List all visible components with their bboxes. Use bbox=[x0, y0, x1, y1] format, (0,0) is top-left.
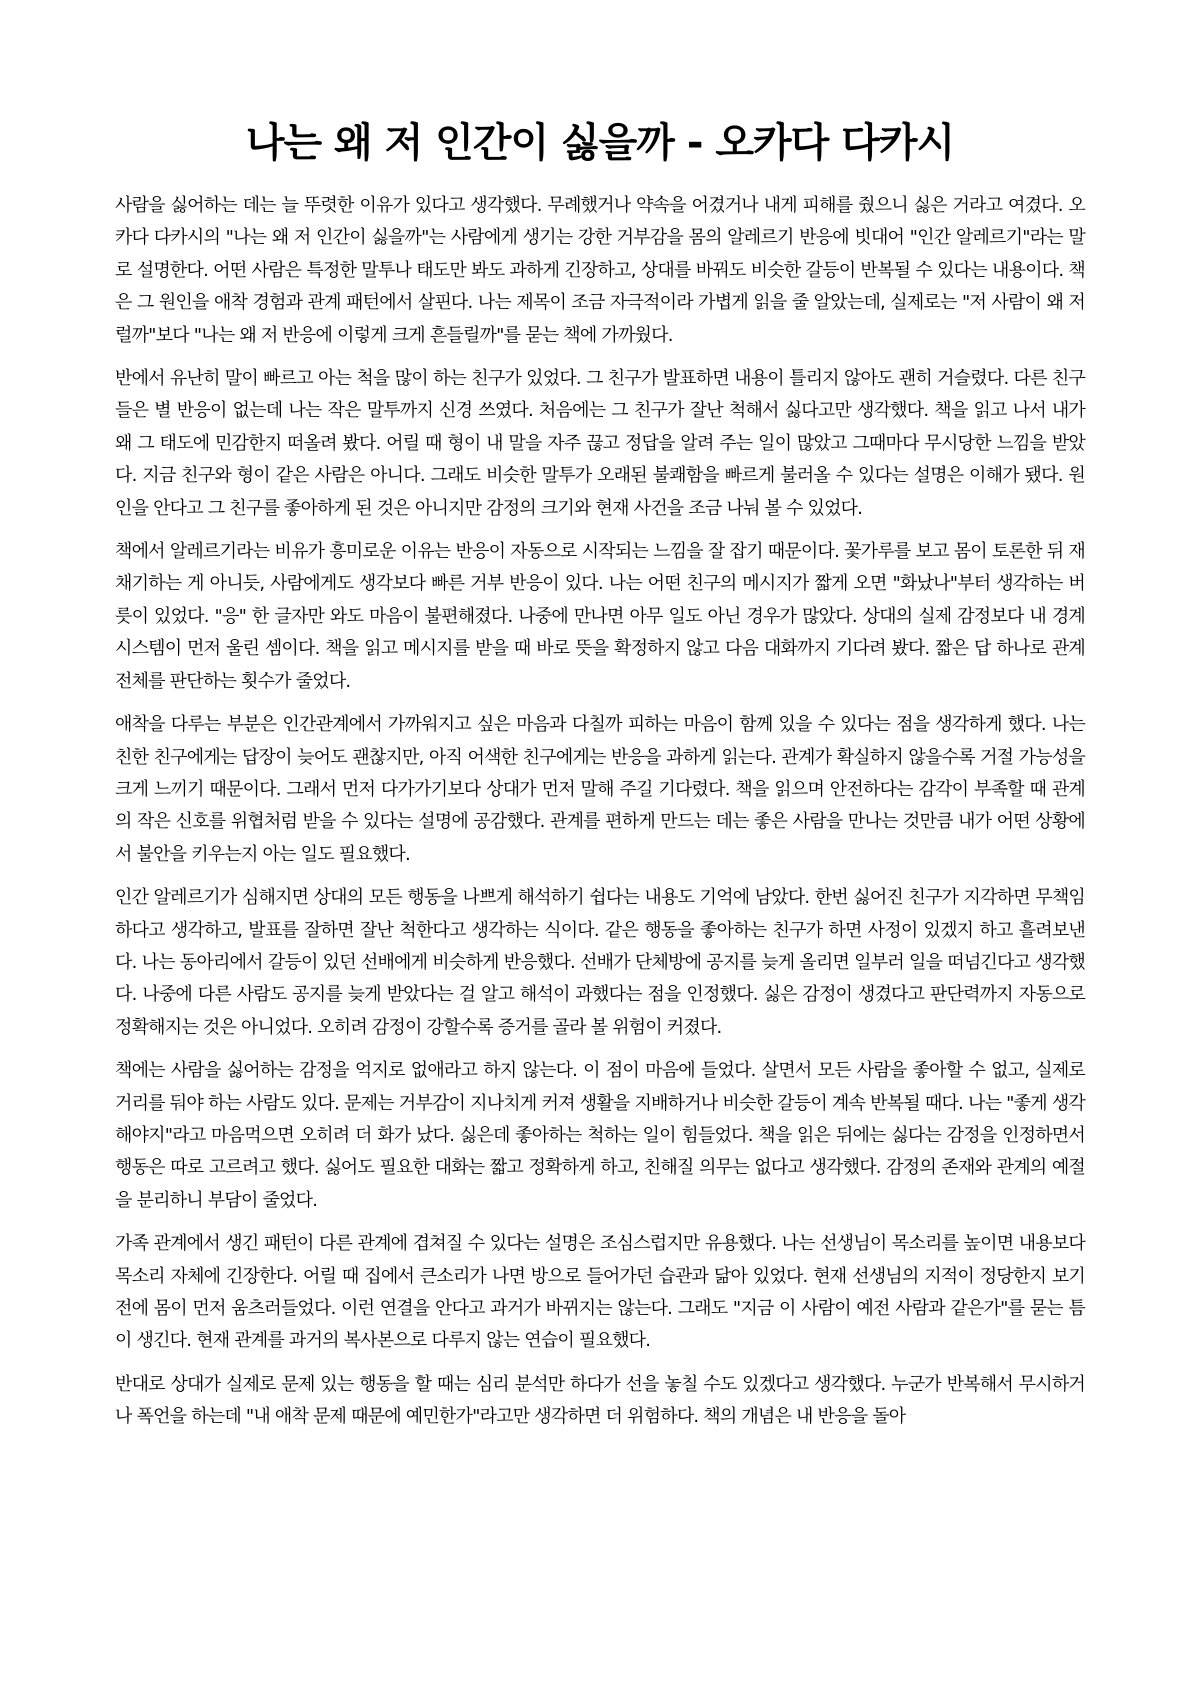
document-body bbox=[115, 190, 1085, 1434]
body-paragraph: 인간 알레르기가 심해지면 상대의 모든 행동을 나쁘게 해석하기 쉽다는 내용도 기억에 남았다. 한번 싫어진 친구가 지각하면 무책임하다고 생각하고, 발표를 잘하면 잘난 척한다고 생각하는 식이다. 같은 행동을 좋아하는 친구가 하면 사정이 있겠지 하고 흘려보낸다. 나는 동아리에서 갈등이 있던 선배에게 비슷하게 반응했다. 선배가 단체방에 공지를 늦게 올리면 일부러 일을 떠넘긴다고 생각했다. 나중에 다른 사람도 공지를 늦게 받았다는 걸 알고 해석이 과했다는 점을 인정했다. 싫은 감정이 생겼다고 판단력까지 자동으로 정확해지는 것은 아니었다. 오히려 감정이 강할수록 증거를 골라 볼 위험이 커졌다. bbox=[115, 887, 1085, 1038]
body-paragraph: 애착을 다루는 부분은 인간관계에서 가까워지고 싶은 마음과 다칠까 피하는 마음이 함께 있을 수 있다는 점을 생각하게 했다. 나는 친한 친구에게는 답장이 늦어도 괜찮지만, 아직 어색한 친구에게는 반응을 과하게 읽는다. 관계가 확실하지 않을수록 거절 가능성을 크게 느끼기 때문이다. 그래서 먼저 다가가기보다 상대가 먼저 말해 주길 기다렸다. 책을 읽으며 안전하다는 감각이 부족할 때 관계의 작은 신호를 위협처럼 받을 수 있다는 설명에 공감했다. 관계를 편하게 만드는 데는 좋은 사람을 만나는 것만큼 내가 어떤 상황에서 불안을 키우는지 아는 일도 필요했다. bbox=[115, 714, 1085, 865]
document-title: 나는 왜 저 인간이 싫을까 - 오카다 다카시 bbox=[245, 120, 955, 166]
body-paragraph: 가족 관계에서 생긴 패턴이 다른 관계에 겹쳐질 수 있다는 설명은 조심스럽지만 유용했다. 나는 선생님이 목소리를 높이면 내용보다 목소리 자체에 긴장한다. 어릴 때 집에서 큰소리가 나면 방으로 들어가던 습관과 닮아 있었다. 현재 선생님의 지적이 정당한지 보기 전에 몸이 먼저 움츠러들었다. 이런 연결을 안다고 과거가 바뀌지는 않는다. 그래도 "지금 이 사람이 예전 사람과 같은가"를 묻는 틈이 생긴다. 현재 관계를 과거의 복사본으로 다루지 않는 연습이 필요했다. bbox=[115, 1233, 1085, 1352]
body-paragraph: 반대로 상대가 실제로 문제 있는 행동을 할 때는 심리 분석만 하다가 선을 놓칠 수도 있겠다고 생각했다. 누군가 반복해서 무시하거나 폭언을 하는데 "내 애착 문제 때문에 예민한가"라고만 생각하면 더 위험하다. 책의 개념은 내 반응을 돌아 bbox=[115, 1373, 1085, 1428]
body-paragraph: 책에서 알레르기라는 비유가 흥미로운 이유는 반응이 자동으로 시작되는 느낌을 잘 잡기 때문이다. 꽃가루를 보고 몸이 토론한 뒤 재채기하는 게 아니듯, 사람에게도 생각보다 빠른 거부 반응이 있다. 나는 어떤 친구의 메시지가 짧게 오면 "화났나"부터 생각하는 버릇이 있었다. "응" 한 글자만 와도 마음이 불편해졌다. 나중에 만나면 아무 일도 아닌 경우가 많았다. 상대의 실제 감정보다 내 경계 시스템이 먼저 울린 셈이다. 책을 읽고 메시지를 받을 때 바로 뜻을 확정하지 않고 다음 대화까지 기다려 봤다. 짧은 답 하나로 관계 전체를 판단하는 횟수가 줄었다. bbox=[115, 541, 1085, 692]
body-paragraph: 사람을 싫어하는 데는 늘 뚜렷한 이유가 있다고 생각했다. 무례했거나 약속을 어겼거나 내게 피해를 줬으니 싫은 거라고 여겼다. 오카다 다카시의 "나는 왜 저 인간이 싫을까"는 사람에게 생기는 강한 거부감을 몸의 알레르기 반응에 빗대어 "인간 알레르기"라는 말로 설명한다. 어떤 사람은 특정한 말투나 태도만 봐도 과하게 긴장하고, 상대를 바꿔도 비슷한 갈등이 반복될 수 있다는 내용이다. 책은 그 원인을 애착 경험과 관계 패턴에서 살핀다. 나는 제목이 조금 자극적이라 가볍게 읽을 줄 알았는데, 실제로는 "저 사람이 왜 저럴까"보다 "나는 왜 저 반응에 이렇게 크게 흔들릴까"를 묻는 책에 가까웠다. bbox=[115, 195, 1085, 346]
body-paragraph: 반에서 유난히 말이 빠르고 아는 척을 많이 하는 친구가 있었다. 그 친구가 발표하면 내용이 틀리지 않아도 괜히 거슬렸다. 다른 친구들은 별 반응이 없는데 나는 작은 말투까지 신경 쓰였다. 처음에는 그 친구가 잘난 척해서 싫다고만 생각했다. 책을 읽고 나서 내가 왜 그 태도에 민감한지 떠올려 봤다. 어릴 때 형이 내 말을 자주 끊고 정답을 알려 주는 일이 많았고 그때마다 무시당한 느낌을 받았다. 지금 친구와 형이 같은 사람은 아니다. 그래도 비슷한 말투가 오래된 불쾌함을 빠르게 불러올 수 있다는 설명은 이해가 됐다. 원인을 안다고 그 친구를 좋아하게 된 것은 아니지만 감정의 크기와 현재 사건을 조금 나눠 볼 수 있었다. bbox=[115, 368, 1085, 519]
document-page bbox=[115, 0, 1085, 1696]
body-paragraph: 책에는 사람을 싫어하는 감정을 억지로 없애라고 하지 않는다. 이 점이 마음에 들었다. 살면서 모든 사람을 좋아할 수 없고, 실제로 거리를 둬야 하는 사람도 있다. 문제는 거부감이 지나치게 커져 생활을 지배하거나 비슷한 갈등이 계속 반복될 때다. 나는 "좋게 생각해야지"라고 마음먹으면 오히려 더 화가 났다. 싫은데 좋아하는 척하는 일이 힘들었다. 책을 읽은 뒤에는 싫다는 감정을 인정하면서 행동은 따로 고르려고 했다. 싫어도 필요한 대화는 짧고 정확하게 하고, 친해질 의무는 없다고 생각했다. 감정의 존재와 관계의 예절을 분리하니 부담이 줄었다. bbox=[115, 1060, 1085, 1211]
